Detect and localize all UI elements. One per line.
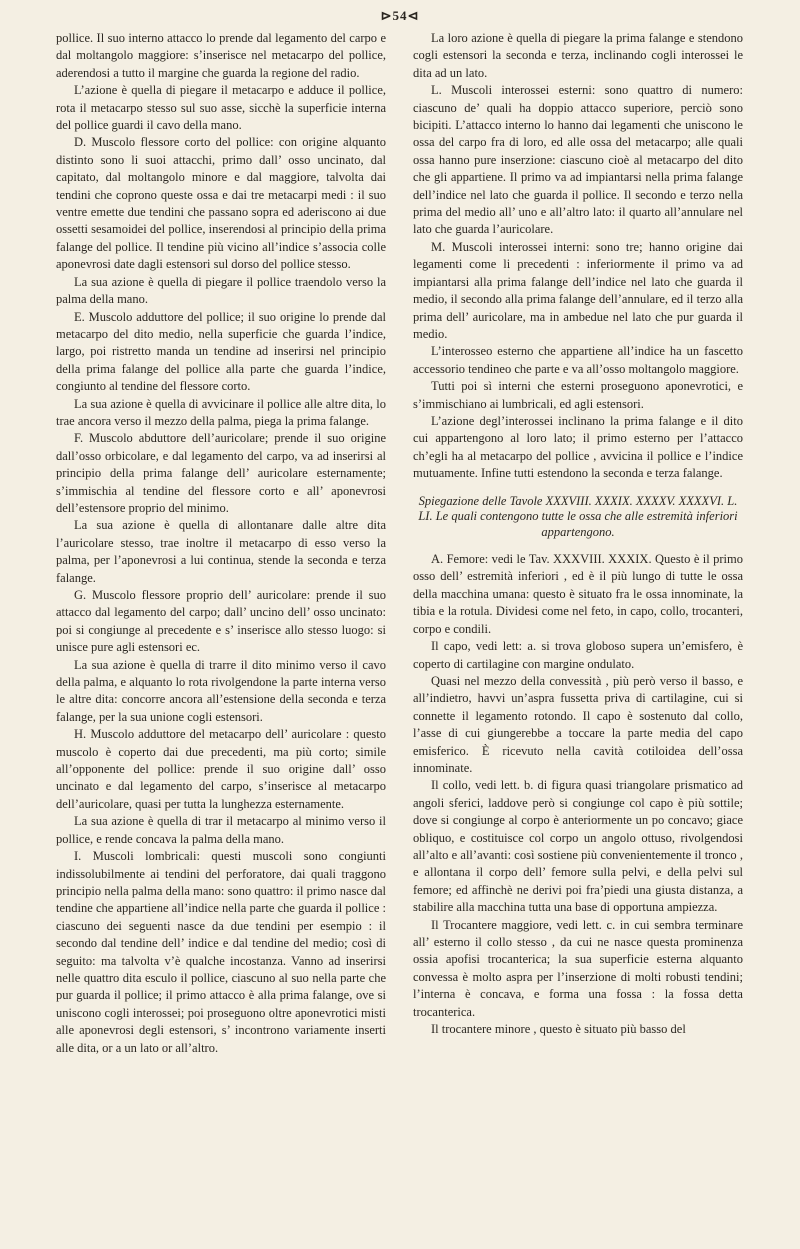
paragraph: M. Muscoli interossei interni: sono tre; hanno origine dai legamenti come li precedenti : inferiormente il primo va ad impiantarsi alla prima falange dell’indice nel lato che guarda il medio, il secondo alla prima falange dell’annulare, ed il terzo alla prima dell’ auricolare, ma in ambedue nel lato che pur guarda il medio. — [413, 239, 743, 341]
page-number: ⊳54⊲ — [380, 8, 420, 23]
paragraph: L’azione degl’interossei inclinano la prima falange e il dito cui appartengono al loro lato; il primo esterno per l’attacco ch’egli ha al metacarpo del pollice , avvicina il pollice e l’indice mutuamente. Infine tutti estendono la seconda e terza falange. — [413, 413, 743, 481]
paragraph: Il capo, vedi lett: a. si trova globoso supera un’emisfero, è coperto di cartilagine con margine ondulato. — [413, 639, 743, 671]
paragraph: L. Muscoli interossei esterni: sono quattro di numero: ciascuno de’ quali ha doppio attacco superiore, perciò sono bicipiti. L’attacco interno lo hanno dai legamenti che uniscono le ossa del carpo fra di loro, ed alle ossa del metacarpo; alle quali ossa hanno pure inserzione: ciascuno cioè al metacarpo del dito che gli appartiene. Il primo va ad impiantarsi nella prima falange dell’indice nel lato che guarda il pollice. Il secondo e terzo nella prima del medio all’ uno e all’altro lato: il quarto all’annulare nel lato che guarda l’auricolare. — [413, 83, 743, 237]
paragraph: Il Trocantere maggiore, vedi lett. c. in cui sembra terminare all’ esterno il collo stesso , da cui ne nasce questa prominenza ossia apofisi trocanterica; la sua superficie esterna alquanto convessa è molto aspra per l’inserzione di molti robusti tendini; l’interna è concava, e forma una fossa : la fossa detta trocanterica. — [413, 917, 743, 1019]
paragraph: La sua azione è quella di avvicinare il pollice alle altre dita, lo trae ancora verso il mezzo della palma, piega la prima falange. — [56, 396, 386, 428]
paragraph: Il trocantere minore , questo è situato più basso del — [431, 1022, 686, 1037]
paragraph: La sua azione è quella di trar il metacarpo al minimo verso il pollice, e rende concava la palma della mano. — [56, 814, 386, 846]
paragraph: A. Femore: vedi le Tav. XXXVIII. XXXIX. Questo è il primo osso dell’ estremità inferiori , ed è il più lungo di tutte le ossa della macchina umana: questo è situato fra le ossa innominate, la tibia e la rotula. Dividesi come nel feto, in capo, collo, trocanteri, corpo e condili. — [413, 552, 743, 636]
paragraph: I. Muscoli lombricali: questi muscoli sono congiunti indissolubilmente ai tendini del perforatore, dai quali traggono principio nella palma della mano: sono quattro: il primo nasce dal tendine che appartiene all’indice nella parte che guarda il pollice : ciascuno dei seguenti nasce da due tendini per esempio : il secondo dal tendine dell’ indice e dal tendine del medio; così di seguito: ma talvolta v’è qualche incostanza. Vanno ad inserirsi nelle quattro dita esculo il pollice, ciascuno al suo nella parte che pur guarda il pollice; il primo attacco è alla prima falange, ove si uniscono cogli interossei; poi proseguono oltre aponevrotici misti alle aponevrosi degli estensori, s’ incontrono variamente inserti alle dita, or a un lato or all’altro. — [56, 849, 386, 1055]
paragraph: H. Muscolo adduttore del metacarpo dell’ auricolare : questo muscolo è coperto dai due precedenti, ma più corto; simile all’opponente del pollice: prende il suo origine dall’ osso uncinato e dal legamento del carpo, s’inserisce al metacarpo dell’auricolare, quasi per tutta la lunghezza esternamente. — [56, 727, 386, 811]
paragraph: pollice. Il suo interno attacco lo prende dal legamento del carpo e dal moltangolo maggiore: s’inserisce nel metacarpo del pollice, aderendosi a tutto il margine che guarda la regione del radio. — [56, 31, 386, 80]
left-column — [56, 30, 386, 1057]
right-column — [413, 30, 743, 1038]
paragraph: L’azione è quella di piegare il metacarpo e adduce il pollice, rota il metacarpo stesso sul suo asse, sicchè la superficie interna del pollice guardi il cavo della mano. — [56, 83, 386, 133]
paragraph: L’interosseo esterno che appartiene all’indice ha un fascetto accessorio tendineo che parte e va all’osso moltangolo maggiore. — [413, 344, 743, 376]
paragraph: G. Muscolo flessore proprio dell’ auricolare: prende il suo attacco dal legamento del carpo; dall’ uncino dell’ osso uncinato: poi si congiunge al precedente e s’ inserisce allo stesso luogo: si unisce pure agli estensori ec. — [56, 588, 386, 655]
paragraph: Il collo, vedi lett. b. di figura quasi triangolare prismatico ad angoli sferici, laddove però si congiunge col capo è più sottile; dove si congiunge al corpo è anteriormente un po concavo; giace obliquo, e costituisce col corpo un angolo ottuso, rivolgendosi all’alto e all’avanti: così sostiene più convenientemente il tronco , e allontana il corpo dell’ femore sulla pelvi, e della pelvi sul femore; ed affinchè ne derivi poi fra’piedi una giusta distanza, a stabilire alla macchina tutta una base di opportuna ampiezza. — [413, 778, 743, 915]
paragraph: La sua azione è quella di trarre il dito minimo verso il cavo della palma, e alquanto lo rota rivolgendone la parte interna verso le altre dita: concorre ancora all’estensione della seconda e terza falange, per la sua unione cogli estensori. — [56, 657, 386, 724]
paragraph: E. Muscolo adduttore del pollice; il suo origine lo prende dal metacarpo del dito medio, nella superficie che guarda l’indice, largo, poi ristretto manda un tendine ad inserirsi nel principio della prima falange del pollice alla parte che guarda l’indice, congiunto al tendine del flessore corto. — [56, 309, 386, 394]
paragraph: Quasi nel mezzo della convessità , più però verso il basso, e all’indietro, havvi un’aspra fussetta priva di cartilagine, cui si connette il legamento rotondo. Il capo è sostenuto dal collo, l’asse di cui giungerebbe a toccare la parte media del capo emisferico. È ricevuto nella cavità cotiloidea dell’ossa innominate. — [413, 673, 743, 775]
paragraph: F. Muscolo abduttore dell’auricolare; prende il suo origine dall’osso orbicolare, e dal legamento del carpo, va ad inserirsi al principio della prima falange dell’ auricolare esternamente; s’immischia al tendine del flessore corto e all’ aponevrosi dell’estensore proprio del minimo. — [56, 431, 386, 515]
paragraph: La sua azione è quella di piegare il pollice traendolo verso la palma della mano. — [56, 274, 386, 307]
paragraph: Tutti poi sì interni che esterni proseguono aponevrotici, e s’immischiano ai lumbricali, ed agli estensori. — [413, 379, 743, 411]
paragraph: D. Muscolo flessore corto del pollice: con origine alquanto distinto sono li suoi attacchi, primo dall’ osso uncinato, dal capitato, dal moltangolo minore e dal maggiore, talvolta dai tendini che coprono queste ossa e dai tre metacarpi medi : il suo ventre emette due tendini che passano sopra ed aderiscono ai due ossetti sesamoidei del pollice, inserendosi al principio della prima falange del pollice. Il tendine più vicino all’indice s’associa colle aponevrosi date dagli estensori sul dorso del pollice stesso. — [56, 135, 386, 272]
paragraph: La sua azione è quella di allontanare dalle altre dita l’auricolare stesso, trae inoltre il metacarpo di esso verso la palma, per l’aponevrosi a lui continua, stende la seconda e terza falange. — [56, 518, 386, 585]
paragraph: La loro azione è quella di piegare la prima falange e stendono cogli estensori la seconda e terza, inclinando cogli interossei le dita ad un lato. — [413, 31, 743, 80]
section-heading: Spiegazione delle Tavole XXXVIII. XXXIX. XXXXV. XXXXVI. L. LI. Le quali contengono tutte le ossa che alle estremità inferiori appartengono. — [418, 493, 738, 539]
